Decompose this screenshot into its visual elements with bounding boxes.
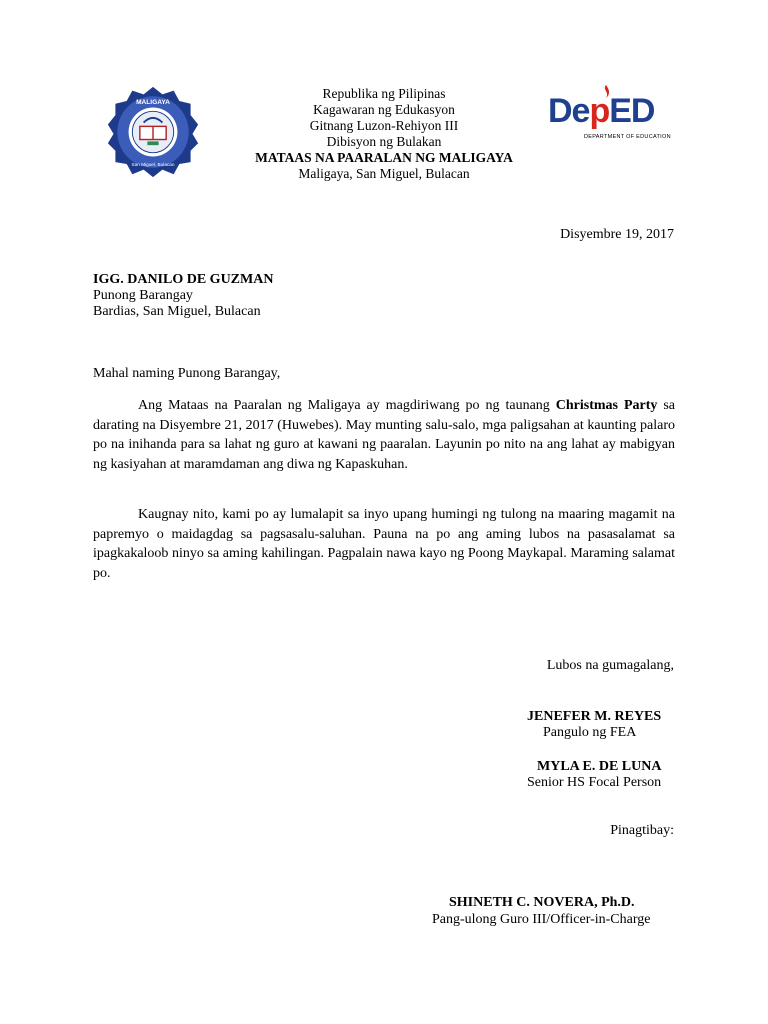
signatory-3-name: SHINETH C. NOVERA, Ph.D. bbox=[449, 895, 635, 910]
deped-logo: DepED DEPARTMENT OF EDUCATION bbox=[548, 90, 674, 146]
recipient-name: IGG. DANILO DE GUZMAN bbox=[93, 272, 274, 287]
svg-text:MALIGAYA: MALIGAYA bbox=[136, 98, 170, 106]
header-line-department: Kagawaran ng Edukasyon bbox=[313, 102, 455, 117]
signatory-2-title: Senior HS Focal Person bbox=[527, 775, 662, 790]
signatory-2-name: MYLA E. DE LUNA bbox=[537, 759, 662, 774]
header-line-division: Dibisyon ng Bulakan bbox=[326, 134, 442, 149]
salutation: Mahal naming Punong Barangay, bbox=[93, 366, 281, 381]
closing: Lubos na gumagalang, bbox=[546, 658, 674, 673]
recipient-title: Punong Barangay bbox=[93, 288, 193, 303]
signatory-1-name: JENEFER M. REYES bbox=[527, 709, 662, 724]
body-paragraph-2: Kaugnay nito, kami po ay lumalapit sa inyo upang humingi ng tulong na maaring magamit na papremyo o maidagdag sa pagsasalu-saluhan. Pauna na po ang aming lubos na pasasalamat sa ipagkakaloob ninyo sa aming kahilingan. Pagpalain nawa kayo ng Poong Maykapal. Maraming salamat po. bbox=[93, 507, 675, 581]
signatory-2 bbox=[527, 759, 661, 791]
svg-text:San Miguel, Bulacan: San Miguel, Bulacan bbox=[131, 161, 175, 167]
paragraph-1-end: sa darating na Disyembre 21, 2017 (Huwebes). May munting salu-salo, mga paligsahan at kaunting palaro po na inihanda para sa lahat ng guro at kawani ng paaralan. Layunin po nito na ang lahat ay mabigyan ng kasiyahan at maramdaman ang diwa ng Kapaskuhan. bbox=[93, 398, 675, 472]
signatory-3 bbox=[432, 894, 650, 928]
recipient-block bbox=[93, 272, 273, 320]
signatory-1-title: Pangulo ng FEA bbox=[543, 725, 637, 740]
paragraph-1-emphasis: Christmas Party bbox=[555, 398, 658, 413]
school-address: Maligaya, San Miguel, Bulacan bbox=[298, 166, 470, 181]
torch-flame-icon bbox=[598, 84, 614, 102]
school-name: MATAAS NA PAARALAN NG MALIGAYA bbox=[255, 150, 513, 165]
paragraph-1-start: Ang Mataas na Paaralan ng Maligaya ay magdiriwang po ng taunang bbox=[138, 398, 556, 413]
body-paragraph-1 bbox=[93, 396, 675, 474]
deped-logo-subtitle: DEPARTMENT OF EDUCATION bbox=[584, 134, 671, 140]
approved-label: Pinagtibay: bbox=[610, 823, 674, 838]
signatory-3-title: Pang-ulong Guro III/Officer-in-Charge bbox=[432, 912, 651, 927]
letter-date: Disyembre 19, 2017 bbox=[560, 227, 674, 242]
signatory-1 bbox=[527, 709, 661, 741]
recipient-address: Bardias, San Miguel, Bulacan bbox=[93, 304, 261, 319]
header-line-region: Gitnang Luzon-Rehiyon III bbox=[309, 118, 459, 133]
header-line-republic: Republika ng Pilipinas bbox=[322, 86, 446, 101]
